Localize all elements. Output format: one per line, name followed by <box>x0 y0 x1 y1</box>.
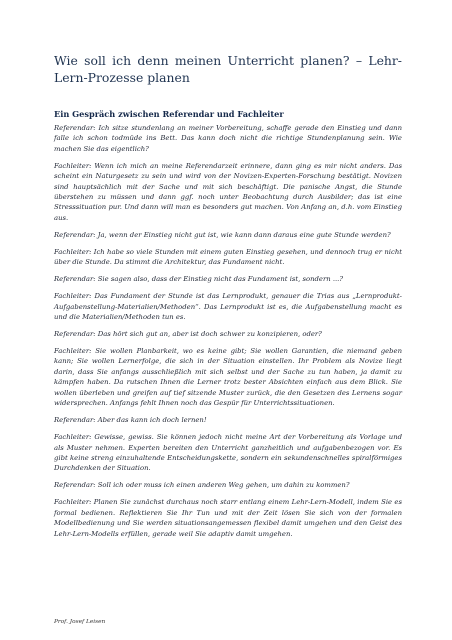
dialog-text: Wenn ich mich an meine Referendarzeit erinnere, dann ging es mir nicht anders. Das scheint ein Naturgesetz zu sein und wird von der Novizen-Experten-Forschung bestätigt. Novizen sind hauptsächlich mit der Sache und mit sich beschäftigt. Die panische Angst, die Stunde überstehen zu müssen und dann ggf. noch unter Beobachtung durch Ausbilder; das ist eine Stresssituation pur. Und dann will man es besonders gut machen. Von Anfang an, d.h. vom Einstieg aus. <box>54 161 402 222</box>
speaker-label: Referendar: <box>54 330 96 339</box>
dialog-text: Ich habe so viele Stunden mit einem guten Einstieg gesehen, und dennoch trug er nicht über die Stunde. Da stimmt die Architektur, das Fundament nicht. <box>54 247 402 267</box>
dialog-text: Aber das kann ich doch lernen! <box>95 416 207 425</box>
speaker-label: Fachleiter: <box>54 247 92 256</box>
speaker-label: Fachleiter: <box>54 433 92 442</box>
dialog-text: Soll ich oder muss ich einen anderen Weg gehen, um dahin zu kommen? <box>95 481 350 490</box>
dialog-paragraph <box>54 161 402 223</box>
dialog-paragraph <box>54 415 402 425</box>
dialog-paragraph <box>54 432 402 474</box>
speaker-label: Referendar: <box>54 124 96 132</box>
section-heading: Ein Gespräch zwischen Referendar und Fachleiter <box>54 109 284 119</box>
dialog-paragraph <box>54 329 402 339</box>
dialog-paragraph <box>54 497 402 539</box>
speaker-label: Fachleiter: <box>54 347 92 356</box>
dialog-body <box>54 123 402 546</box>
dialog-paragraph <box>54 247 402 268</box>
dialog-text: Das hört sich gut an, aber ist doch schwer zu konzipieren, oder? <box>95 330 322 339</box>
speaker-label: Referendar: <box>54 416 96 425</box>
speaker-label: Referendar: <box>54 481 96 490</box>
dialog-text: Gewisse, gewiss. Sie können jedoch nicht meine Art der Vorbereitung als Vorlage und als Muster nehmen. Experten bereiten den Unterricht ganzheitlich und aufgabenbezogen vor. Es gibt keine streng einzuhaltende Entscheidungskette, sondern ein sekundenschnelles spiralförmiges Durchdenken der Situation. <box>54 433 402 473</box>
author-footer: Prof. Josef Leisen <box>54 619 106 625</box>
dialog-text: Das Fundament der Stunde ist das Lernprodukt, genauer die Trias aus „Lernprodukt-Aufgabenstellung-Materialien/Methoden“. Das Lernprodukt ist es, die Aufgabenstellung macht es und die Materialien/Methoden tun es. <box>54 292 402 322</box>
dialog-paragraph <box>54 274 402 284</box>
dialog-text: Sie sagen also, dass der Einstieg nicht das Fundament ist, sondern ...? <box>95 275 344 284</box>
dialog-paragraph <box>54 230 402 240</box>
speaker-label: Fachleiter: <box>54 292 92 301</box>
speaker-label: Referendar: <box>54 230 96 239</box>
dialog-text: Ich sitze stundenlang an meiner Vorbereitung, schaffe gerade den Einstieg und dann falle ich schon todmüde ins Bett. Das kann doch nicht die richtige Stundenplanung sein. Wie machen Sie das eigentlich? <box>54 124 402 153</box>
speaker-label: Referendar: <box>54 275 96 284</box>
speaker-label: Fachleiter: <box>54 498 92 507</box>
dialog-paragraph <box>54 123 402 154</box>
dialog-paragraph <box>54 480 402 490</box>
document-title: Wie soll ich denn meinen Unterricht planen? – Lehr-Lern-Prozesse planen <box>54 53 402 85</box>
dialog-text: Ja, wenn der Einstieg nicht gut ist, wie kann dann daraus eine gute Stunde werden? <box>95 230 391 239</box>
dialog-paragraph <box>54 346 402 408</box>
speaker-label: Fachleiter: <box>54 161 92 170</box>
dialog-text: Planen Sie zunächst durchaus noch starr entlang einem Lehr-Lern-Modell, indem Sie es formal bedienen. Reflektieren Sie Ihr Tun und mit der Zeit lösen Sie sich von der formalen Modellbedienung und Sie werden situationsangemessen flexibel damit umgehen und den Geist des Lehr-Lern-Modells erfüllen, gerade weil Sie adaptiv damit umgehen. <box>54 498 402 538</box>
dialog-paragraph <box>54 291 402 322</box>
dialog-text: Sie wollen Planbarkeit, wo es keine gibt; Sie wollen Garantien, die niemand geben kann; Sie wollen Lernerfolge, die sich in der Situation einstellen. Ihr Problem als Novize liegt darin, dass Sie anfangs ausschließlich mit sich selbst und der Sache zu tun haben, ja damit zu kämpfen haben. Da rutschen Ihnen die Lerner trotz bester Absichten einfach aus dem Blick. Sie wollen überleben und greifen auf tief sitzende Muster zurück, die den Gesetzen des Lernens sogar widersprechen. Anfangs fehlt Ihnen noch das Gespür für Unterrichtssituationen. <box>54 347 402 408</box>
